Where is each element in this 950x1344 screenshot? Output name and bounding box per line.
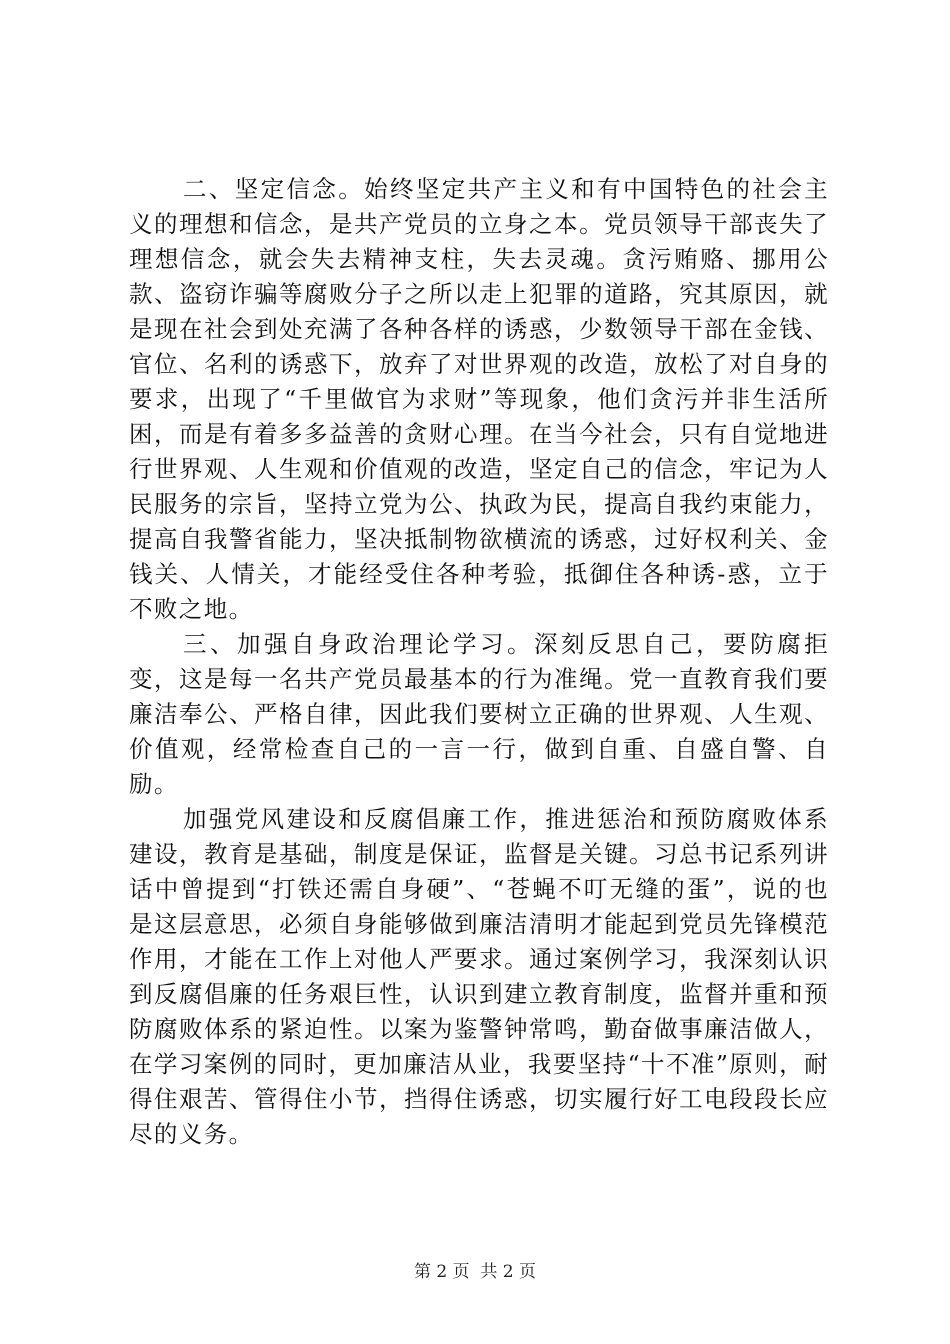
paragraph-party-conduct: 加强党风建设和反腐倡廉工作，推进惩治和预防腐败体系建设，教育是基础，制度是保证，监督是关键。习总书记系列讲话中曾提到“打铁还需自身硬”、“苍蝇不叮无缝的蛋”，说的也是这层意思，必须自身能够做到廉洁清明才能起到党员先锋模范作用，才能在工作上对他人严要求。通过案例学习，我深刻认识到反腐倡廉的任务艰巨性，认识到建立教育制度，监督并重和预防腐败体系的紧迫性。以案为鉴警钟常鸣，勤奋做事廉洁做人，在学习案例的同时，更加廉洁从业，我要坚持“十不准”原则，耐得住艰苦、管得住小节，挡得住诱惑，切实履行好工电段段长应尽的义务。 <box>129 805 829 1148</box>
document-body <box>129 172 829 1152</box>
paragraph-political-study: 三、加强自身政治理论学习。深刻反思自己，要防腐拒变，这是每一名共产党员最基本的行为准绳。党一直教育我们要廉洁奉公、严格自律，因此我们要树立正确的世界观、人生观、价值观，经常检查自己的一言一行，做到自重、自盛自警、自励。 <box>129 630 829 798</box>
paragraph-firm-belief: 二、坚定信念。始终坚定共产主义和有中国特色的社会主义的理想和信念，是共产党员的立身之本。党员领导干部丧失了理想信念，就会失去精神支柱，失去灵魂。贪污贿赂、挪用公款、盗窃诈骗等腐败分子之所以走上犯罪的道路，究其原因，就是现在社会到处充满了各种各样的诱惑，少数领导干部在金钱、官位、名利的诱惑下，放弃了对世界观的改造，放松了对自身的要求，出现了“千里做官为求财”等现象，他们贪污并非生活所困，而是有着多多益善的贪财心理。在当今社会，只有自觉地进行世界观、人生观和价值观的改造，坚定自己的信念，牢记为人民服务的宗旨，坚持立党为公、执政为民，提高自我约束能力，提高自我警省能力，坚决抵制物欲横流的诱惑，过好权利关、金钱关、人情关，才能经受住各种考验，抵御住各种诱-惑，立于不败之地。 <box>129 175 829 623</box>
page-number-label: 第 2 页 共 2 页 <box>413 1262 537 1282</box>
page-footer <box>0 1261 950 1283</box>
